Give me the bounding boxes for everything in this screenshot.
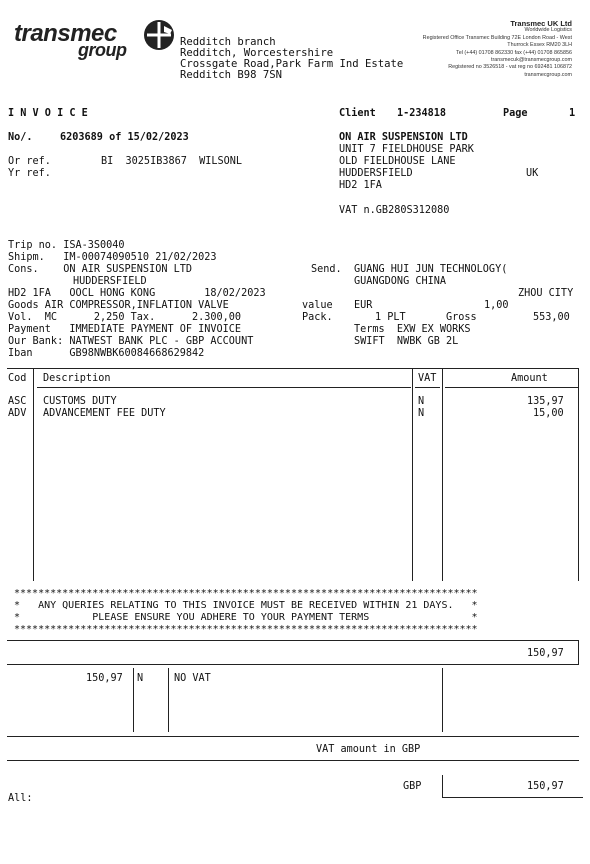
company-line-1: Registered Office Transmec Building 72E London Road - West (422, 34, 572, 41)
row-cod: ADV (8, 408, 27, 419)
pack-value: 1 PLT (375, 312, 406, 323)
header-underline-2 (415, 387, 440, 388)
consignee-city: HUDDERSFIELD (73, 276, 147, 287)
total-bottom-border (442, 797, 583, 798)
company-line-2: Thurrock Essex RM20 3LH (507, 42, 572, 49)
our-ref-value: BI 3025IB3867 WILSONL (101, 156, 243, 167)
notice-line-1: * ANY QUERIES RELATING TO THIS INVOICE MUST BE RECEIVED WITHIN 21 DAYS. * (14, 600, 478, 611)
your-ref-label: Yr ref. (8, 168, 51, 179)
header-underline-3 (445, 387, 578, 388)
customer-country: UK (526, 168, 539, 179)
bank-line: Our Bank: NATWEST BANK PLC - GBP ACCOUNT (8, 336, 254, 347)
company-info (342, 20, 572, 79)
header-vat: VAT (418, 373, 437, 384)
payment-line: Payment IMMEDIATE PAYMENT OF INVOICE (8, 324, 242, 335)
all-label: All: (8, 793, 33, 804)
sender-city: ZHOU CITY (518, 288, 574, 299)
invoice-no-value: 6203689 of 15/02/2023 (60, 132, 189, 143)
row-vat: N (418, 408, 425, 419)
iban-line: Iban GB98NWBK60084668629842 (8, 348, 205, 359)
subtotal-bottom-border (7, 664, 579, 665)
branch-address-3: Redditch B98 7SN (180, 69, 283, 81)
header-amount: Amount (511, 373, 548, 384)
col-divider-cod (33, 369, 34, 581)
vat-col-divider-2 (168, 668, 169, 732)
invoice-title: I N V O I C E (8, 108, 88, 119)
branch-name: Redditch branch (180, 36, 276, 48)
vat-amount-bottom (7, 760, 579, 761)
notice-stars-bottom: ***************************************************************************** (14, 624, 478, 635)
company-line-5: Registered no 3526518 - vat reg no 692481 106872 (448, 64, 572, 71)
customer-postcode: HD2 1FA (339, 180, 382, 191)
col-divider-desc (412, 369, 413, 581)
pack-label: Pack. (302, 312, 333, 323)
customer-address-2: OLD FIELDHOUSE LANE (339, 156, 456, 167)
sender-country: GUANGDONG CHINA (354, 276, 447, 287)
vat-col-divider-1 (133, 668, 134, 732)
header-cod: Cod (8, 373, 27, 384)
transmec-logo (14, 18, 174, 64)
vat-amount-label: VAT amount in GBP (316, 744, 421, 755)
logo-group-word: group (78, 40, 127, 60)
page-label: Page (503, 108, 528, 119)
notice-line-2: * PLEASE ENSURE YOU ADHERE TO YOUR PAYMENT TERMS * (14, 612, 478, 623)
vessel-line: HD2 1FA OOCL HONG KONG 18/02/2023 (8, 288, 266, 299)
gross-value: 553,00 (533, 312, 570, 323)
client-number: 1-234818 (397, 108, 447, 119)
value-label: value (302, 300, 333, 311)
logo-wordmark: transmec (14, 20, 117, 47)
value-currency: EUR (354, 300, 373, 311)
row-cod: ASC (8, 396, 27, 407)
company-line-3: Tel (+44) 01708 862330 fax (+44) 01708 865856 (456, 49, 572, 56)
customer-vat: VAT n.GB280S312080 (339, 205, 450, 216)
vat-base-amount: 150,97 (86, 673, 123, 684)
company-website: transmecgroup.com (524, 71, 572, 78)
header-underline-1 (37, 387, 411, 388)
total-currency: GBP (403, 781, 422, 792)
page-number: 1 (569, 108, 576, 119)
company-email: transmecuk@transmecgroup.com (491, 57, 572, 64)
trip-number: Trip no. ISA-3S0040 (8, 240, 125, 251)
value-amount: 1,00 (484, 300, 509, 311)
vat-col-divider-3 (442, 668, 443, 732)
gross-label: Gross (446, 312, 477, 323)
subtotal-right-border (578, 640, 579, 664)
row-description: ADVANCEMENT FEE DUTY (43, 408, 166, 419)
customer-name: ON AIR SUSPENSION LTD (339, 132, 468, 143)
shipment-number: Shipm. IM-00074090510 21/02/2023 (8, 252, 217, 263)
logo-globe-icon (142, 18, 176, 52)
row-description: CUSTOMS DUTY (43, 396, 117, 407)
subtotal-top-border (7, 640, 579, 641)
header-description: Description (43, 373, 111, 384)
row-amount: 135,97 (527, 396, 564, 407)
branch-address-2: Crossgate Road,Park Farm Ind Estate (180, 58, 404, 70)
customer-address-1: UNIT 7 FIELDHOUSE PARK (339, 144, 474, 155)
row-amount: 15,00 (533, 408, 564, 419)
our-ref-label: Or ref. (8, 156, 51, 167)
client-label: Client (339, 108, 376, 119)
row-vat: N (418, 396, 425, 407)
vat-code: N (137, 673, 144, 684)
col-divider-right (578, 369, 579, 581)
company-name: Transmec UK Ltd (510, 19, 572, 28)
notice-stars-top: ***************************************************************************** (14, 588, 478, 599)
company-tagline: Worldwide Logistics (524, 27, 572, 34)
customer-city: HUDDERSFIELD (339, 168, 413, 179)
col-divider-vat (442, 369, 443, 581)
sender-label: Send. (311, 264, 342, 275)
table-top-border (7, 368, 579, 369)
swift-line: SWIFT NWBK GB 2L (354, 336, 459, 347)
total-divider (442, 775, 443, 797)
branch-address-1: Redditch, Worcestershire (180, 47, 334, 59)
vat-description: NO VAT (174, 673, 211, 684)
vat-breakdown-bottom (7, 736, 579, 737)
subtotal-amount: 150,97 (527, 648, 564, 659)
terms-line: Terms EXW EX WORKS (354, 324, 471, 335)
volume-line: Vol. MC 2,250 Tax. 2.300,00 (8, 312, 242, 323)
consignee: Cons. ON AIR SUSPENSION LTD (8, 264, 193, 275)
invoice-no-label: No/. (8, 132, 33, 143)
sender-name: GUANG HUI JUN TECHNOLOGY( (354, 264, 508, 275)
goods-line: Goods AIR COMPRESSOR,INFLATION VALVE (8, 300, 229, 311)
total-amount: 150,97 (527, 781, 564, 792)
